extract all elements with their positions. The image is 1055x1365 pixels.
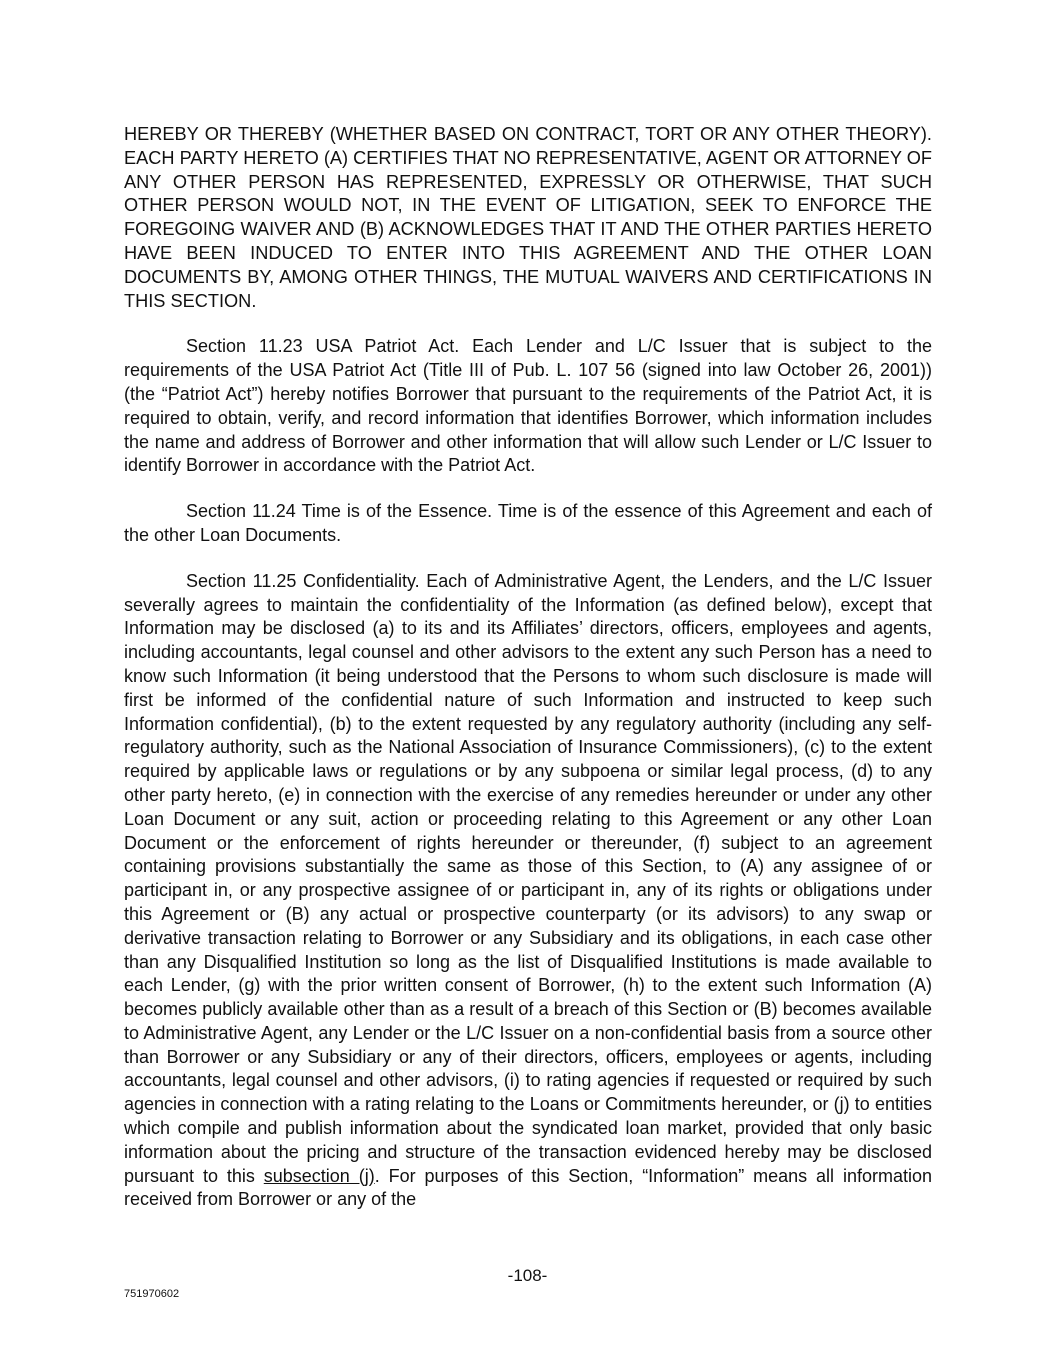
section-11-25-paragraph <box>124 570 932 1213</box>
page-number: -108- <box>507 1266 548 1285</box>
document-body <box>124 123 932 1212</box>
document-id: 751970602 <box>124 1288 180 1300</box>
section-11-25-text: Section 11.25 Confidentiality. Each of Administrative Agent, the Lenders, and the L/C Issuer severally agrees to maintain the confidentiality of the Information (as defined below), except that Information may be disclosed (a) to its and its Affiliates’ directors, officers, employees and agents, including accountants, legal counsel and other advisors to the extent any such Person has a need to know such Information (it being understood that the Persons to whom such disclosure is made will first be informed of the confidential nature of such Information and instructed to keep such Information confidential), (b) to the extent requested by any regulatory authority (including any self-regulatory authority, such as the National Association of Insurance Commissioners), (c) to the extent required by applicable laws or regulations or by any subpoena or similar legal process, (d) to any other party hereto, (e) in connection with the exercise of any remedies hereunder or under any other Loan Document or any suit, action or proceeding relating to this Agreement or any other Loan Document or the enforcement of rights hereunder or thereunder, (f) subject to an agreement containing provisions substantially the same as those of this Section, to (A) any assignee of or participant in, or any prospective assignee of or participant in, any of its rights or obligations under this Agreement or (B) any actual or prospective counterparty (or its advisors) to any swap or derivative transaction relating to Borrower or any Subsidiary and its obligations, in each case other than any Disqualified Institution so long as the list of Disqualified Institutions is made available to each Lender, (g) with the prior written consent of Borrower, (h) to the extent such Information (A) becomes publicly available other than as a result of a breach of this Section or (B) becomes available to Administrative Agent, any Lender or the L/C Issuer on a non-confidential basis from a source other than Borrower or any Subsidiary or any of their directors, officers, employees or agents, including accountants, legal counsel and other advisors, (i) to rating agencies if requested or required by such agencies in connection with a rating relating to the Loans or Commitments hereunder, or (j) to entities which compile and publish information about the syndicated loan market, provided that only basic information about the pricing and structure of the transaction evidenced hereby may be disclosed pursuant to this <box>124 570 932 1186</box>
waiver-paragraph: HEREBY OR THEREBY (WHETHER BASED ON CONTRACT, TORT OR ANY OTHER THEORY). EACH PARTY HERETO (A) CERTIFIES THAT NO REPRESENTATIVE, AGENT OR ATTORNEY OF ANY OTHER PERSON HAS REPRESENTED, EXPRESSLY OR OTHERWISE, THAT SUCH OTHER PERSON WOULD NOT, IN THE EVENT OF LITIGATION, SEEK TO ENFORCE THE FOREGOING WAIVER AND (B) ACKNOWLEDGES THAT IT AND THE OTHER PARTIES HERETO HAVE BEEN INDUCED TO ENTER INTO THIS AGREEMENT AND THE OTHER LOAN DOCUMENTS BY, AMONG OTHER THINGS, THE MUTUAL WAIVERS AND CERTIFICATIONS IN THIS SECTION. <box>124 124 932 311</box>
section-11-25-text-end: . For purposes of this Section, “Information” means all information received from Borrower or any of the <box>124 1165 932 1210</box>
section-11-23-paragraph: Section 11.23 USA Patriot Act. Each Lender and L/C Issuer that is subject to the requirements of the USA Patriot Act (Title III of Pub. L. 107 56 (signed into law October 26, 2001)) (the “Patriot Act”) hereby notifies Borrower that pursuant to the requirements of the Patriot Act, it is required to obtain, verify, and record information that identifies Borrower, which information includes the name and address of Borrower and other information that will allow such Lender or L/C Issuer to identify Borrower in accordance with the Patriot Act. <box>124 336 932 476</box>
section-11-24-paragraph: Section 11.24 Time is of the Essence. Time is of the essence of this Agreement and each of the other Loan Documents. <box>124 501 932 545</box>
subsection-j-reference: subsection (j) <box>263 1165 375 1186</box>
